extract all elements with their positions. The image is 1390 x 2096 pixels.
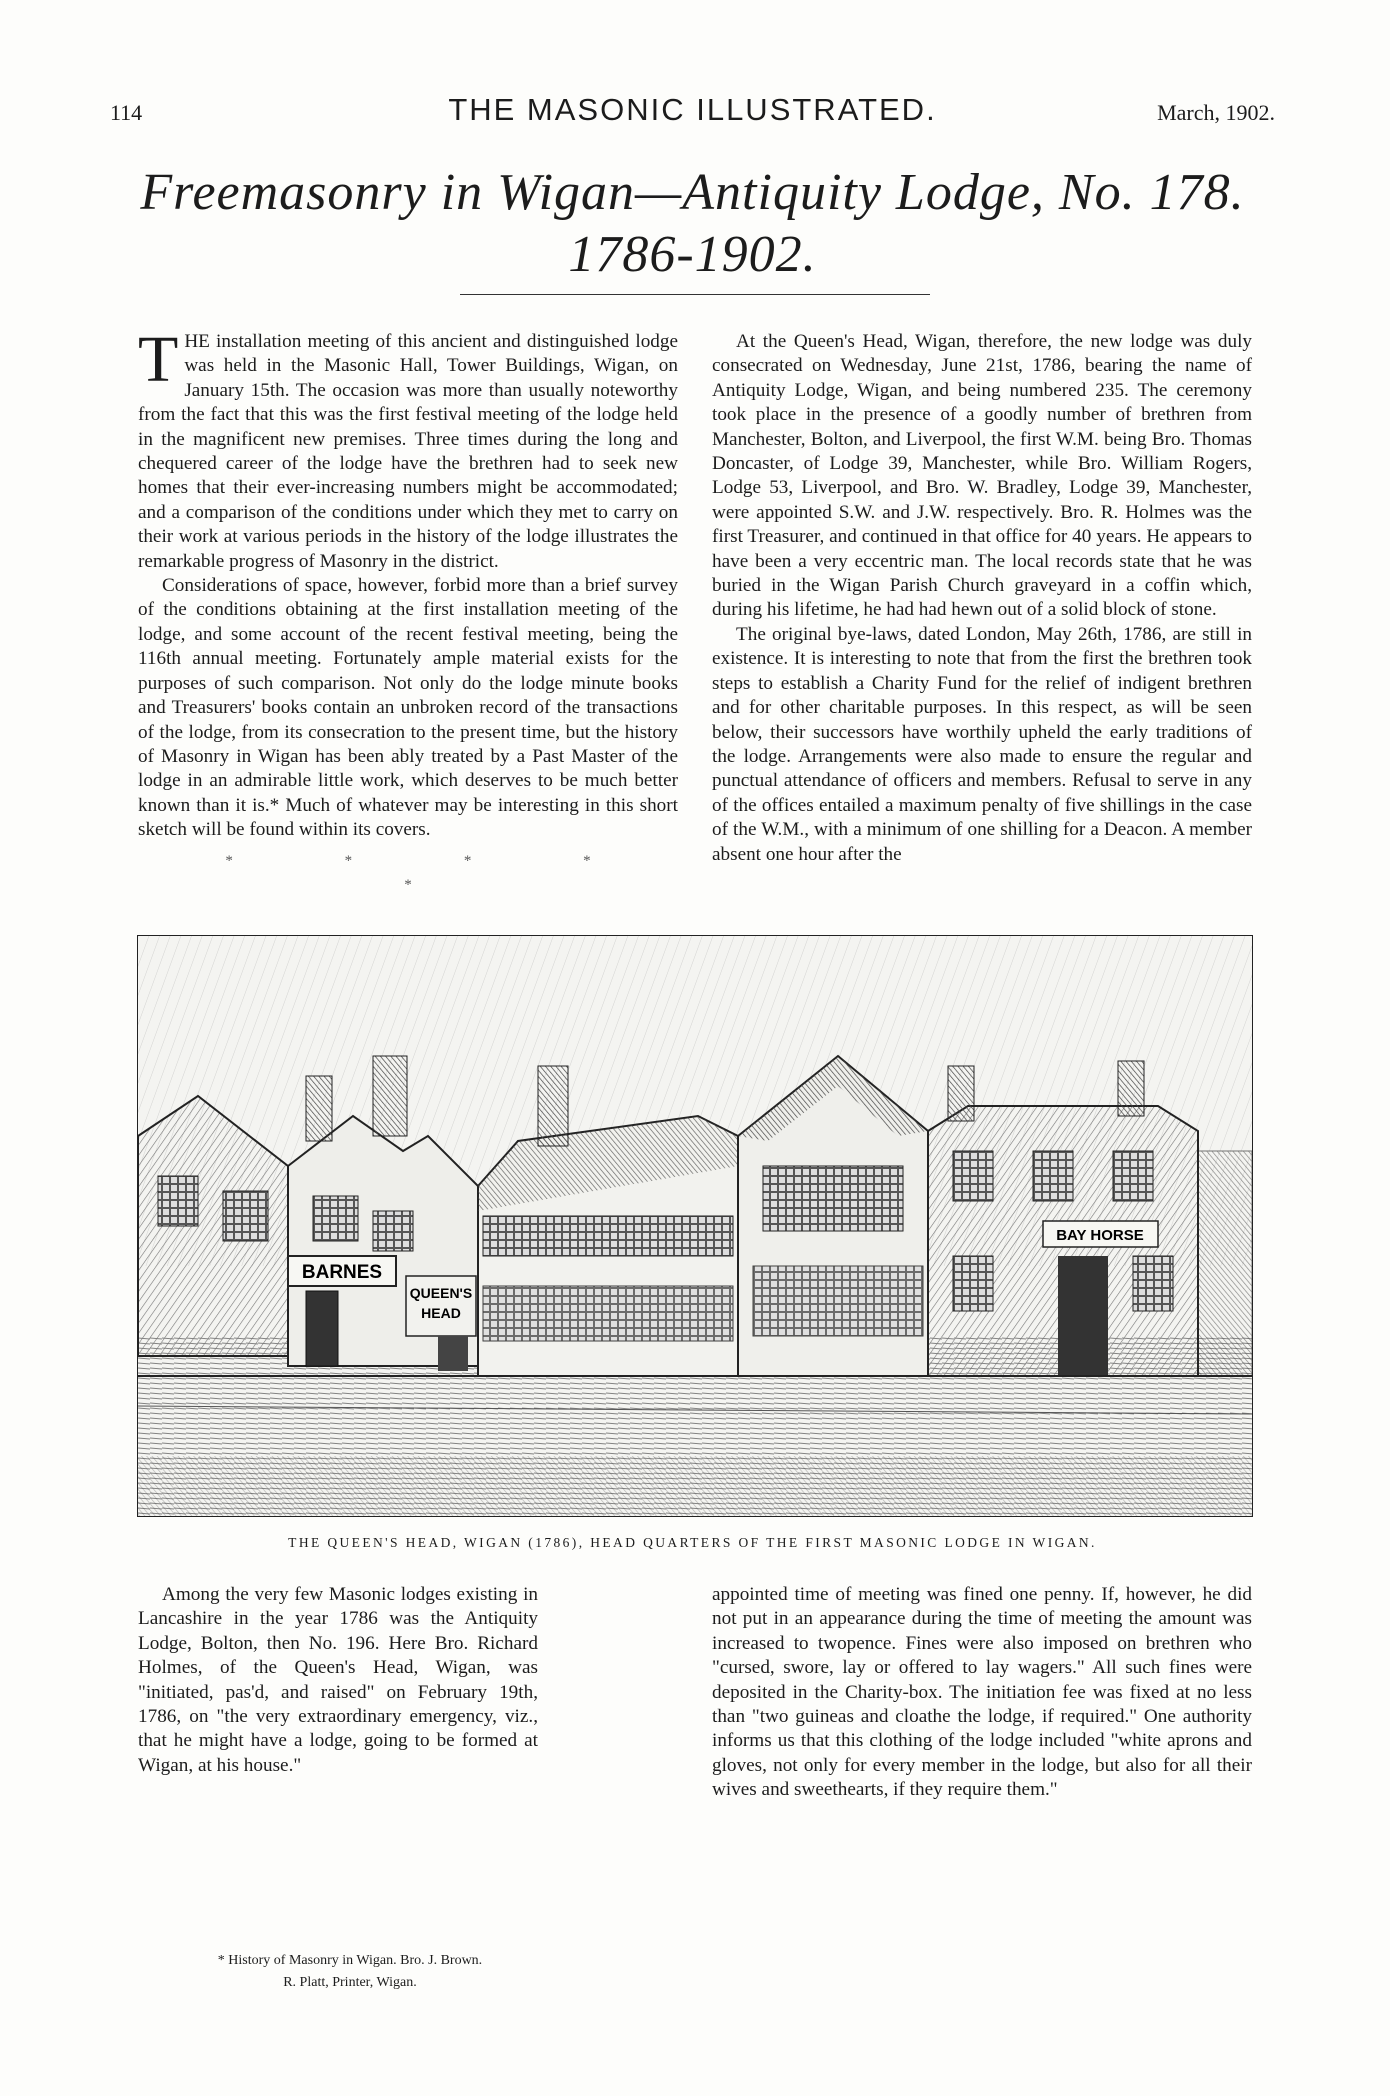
left-paragraph-2: Considerations of space, however, forbid more than a brief survey of the conditions obtaining at the first installation meeting of the lodge, and some account of the recent festival meeting, being the 116th annual meeting. Fortunately ample material exists for the purposes of such comparison. Not only do the lodge minute books and Treasurers' books contain an unbroken record of the transactions of the lodge, from its consecration to the present time, but the history of Masonry in Wigan has been ably treated by a Past Master of the lodge in an admirable little work, which deserves to be much better known than it is.* Much of whatever may be interesting in this short sketch will be found within its covers. [138,575,678,841]
queens-head-illustration [137,935,1253,1517]
sign-queens-head-line-2: HEAD [421,1305,461,1321]
page-number: 114 [110,100,143,125]
left-column [138,323,678,897]
footnote-line-2: R. Platt, Printer, Wigan. [283,1975,417,1990]
lower-right-column [712,1583,1252,1803]
drop-cap: T [138,323,179,396]
sign-bay-horse: BAY HORSE [1056,1227,1144,1244]
illustration-caption: THE QUEEN'S HEAD, WIGAN (1786), HEAD QUARTERS OF THE FIRST MASONIC LODGE IN WIGAN. [288,1535,1097,1550]
issue-date: March, 1902. [1157,100,1275,125]
article-title [110,162,1275,286]
right-paragraph-2: The original bye-laws, dated London, May 26th, 1786, are still in existence. It is interesting to note that from the first the brethren took steps to establish a Charity Fund for the relief of indigent brethren and for other charitable purposes. In this respect, as will be seen below, their successors have worthily upheld the early traditions of the lodge. Arrangements were also made to ensure the regular and punctual attendance of officers and members. Refusal to serve in any of the offices entailed a maximum penalty of five shillings in the case of the W.M., with a minimum of one shilling for a Deacon. A member absent one hour after the [712,623,1252,865]
footnote-line-1: * History of Masonry in Wigan. Bro. J. Brown. [217,1953,483,1968]
queens-head-drawing [138,936,1252,1516]
lower-left-column [138,1583,538,1778]
right-column [712,330,1252,867]
footnote [140,1950,560,1994]
article-title-line-1: Freemasonry in Wigan—Antiquity Lodge, No. 178. [140,164,1245,221]
left-paragraph-1-text: HE installation meeting of this ancient and distinguished lodge was held in the Masonic Hall, Tower Buildings, Wigan, on January 15th. The occasion was more than usually noteworthy from the fact that this was the first festival meeting of the lodge held in the magnificent new premises. Three times during the long and chequered career of the lodge have the brethren had to seek new homes that their ever-increasing numbers might be accommodated; and a comparison of the conditions under which they met to carry on their work at various periods in the history of the lodge illustrates the remarkable progress of Masonry in the district. [138,331,678,572]
right-paragraph-1: At the Queen's Head, Wigan, therefore, the new lodge was duly consecrated on Wednesday, June 21st, 1786, bearing the name of Antiquity Lodge, Wigan, and being numbered 235. The ceremony took place in the presence of a goodly number of brethren from Manchester, Bolton, and Liverpool, the first W.M. being Bro. Thomas Doncaster, of Lodge 39, Manchester, while Bro. William Rogers, Lodge 53, Liverpool, and Bro. W. Bradley, Lodge 39, Manchester, were appointed S.W. and J.W. respectively. Bro. R. Holmes was the first Treasurer, and continued in that office for 40 years. He appears to have been a very eccentric man. The local records state that he was buried in the Wigan Parish Church graveyard in a coffin which, during his lifetime, he had had hewn out of a solid block of stone. [712,331,1252,621]
article-title-line-2: 1786-1902. [568,226,817,283]
page-header [110,92,1275,132]
left-paragraph-1 [138,323,678,574]
sign-queens-head-line-1: QUEEN'S [409,1285,473,1301]
lower-right-paragraph: appointed time of meeting was fined one penny. If, however, he did not put in an appearance during the time of meeting the amount was increased to twopence. Fines were also imposed on brethren who "cursed, swore, lay or offered to lay wagers." All such fines were deposited in the Charity-box. The initiation fee was fixed at no less than "two guineas and cloathe the lodge, if required." One authority informs us that this clothing of the lodge included "white aprons and gloves, not only for every member in the lodge, but also for all their wives and sweethearts, if they require them." [712,1584,1252,1801]
section-asterisks: * * * * * [225,852,645,893]
sign-barnes: BARNES [301,1262,383,1283]
journal-title: THE MASONIC ILLUSTRATED. [448,92,937,127]
title-divider [460,294,930,295]
lower-left-paragraph: Among the very few Masonic lodges existing in Lancashire in the year 1786 was the Antiquity Lodge, Bolton, then No. 196. Here Bro. Richard Holmes, of the Queen's Head, Wigan, was "initiated, pas'd, and raised" on February 19th, 1786, on "the very extraordinary emergency, viz., that he might have a lodge, going to be formed at Wigan, at his house." [138,1584,538,1776]
